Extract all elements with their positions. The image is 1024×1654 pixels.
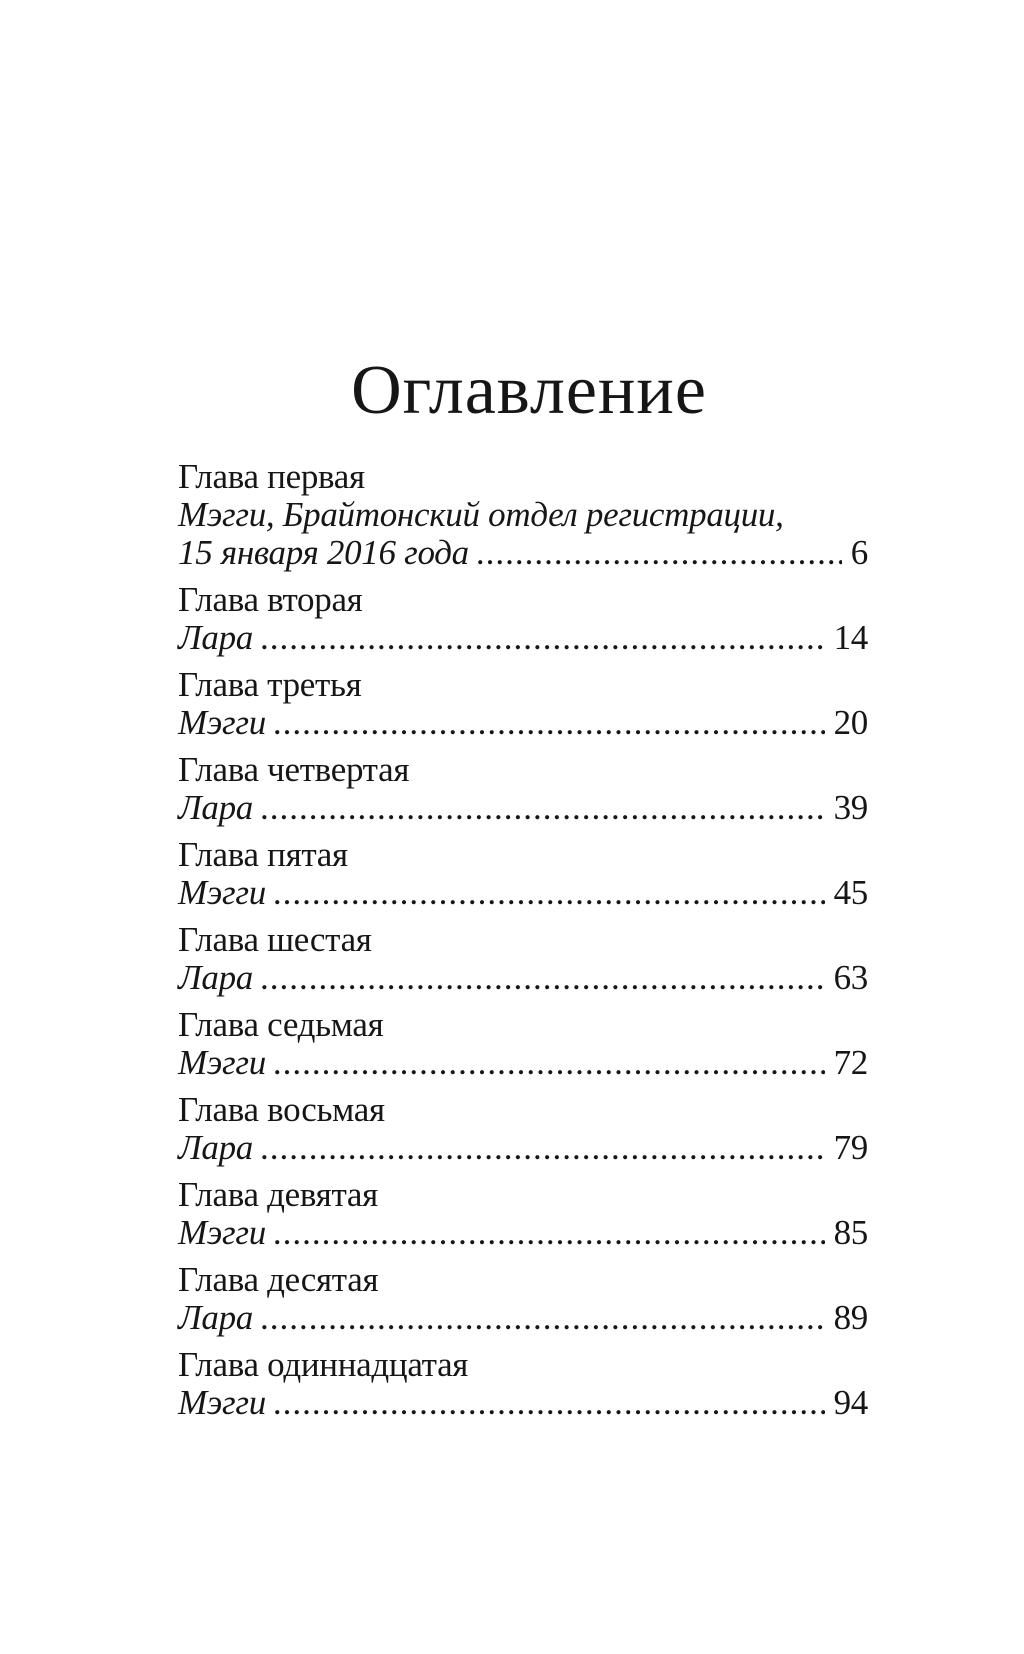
toc-page-number: 14 — [833, 618, 868, 657]
toc-page-number: 85 — [833, 1213, 868, 1252]
toc-chapter-label: Глава третья — [178, 665, 362, 704]
toc-page-number: 79 — [833, 1128, 868, 1167]
toc-entry — [178, 458, 868, 572]
toc-subtitle-line: Мэгги, Брайтонский отдел регистрации, — [178, 495, 784, 534]
toc-entry — [178, 666, 868, 742]
toc-chapter-label: Глава десятая — [178, 1260, 379, 1299]
toc-chapter-label: Глава вторая — [178, 580, 363, 619]
toc-chapter-label: Глава пятая — [178, 835, 348, 874]
page-title: Оглавление — [351, 352, 707, 429]
toc-entry — [178, 1346, 868, 1422]
toc-list — [178, 458, 868, 1422]
toc-entry — [178, 836, 868, 912]
toc-page-number: 94 — [833, 1383, 868, 1422]
toc-subtitle: Мэгги — [178, 873, 266, 912]
toc-chapter-label: Глава первая — [178, 457, 365, 496]
toc-row — [178, 619, 868, 657]
toc-page-number: 72 — [833, 1043, 868, 1082]
toc-row — [178, 1299, 868, 1337]
toc-row — [178, 534, 868, 572]
toc-chapter-label: Глава девятая — [178, 1175, 378, 1214]
toc-content — [178, 0, 868, 1422]
toc-row — [178, 789, 868, 827]
toc-row — [178, 1044, 868, 1082]
toc-subtitle: Лара — [178, 958, 254, 997]
dot-leader-icon — [273, 1214, 825, 1252]
toc-entry — [178, 1176, 868, 1252]
toc-page-number: 39 — [833, 788, 868, 827]
dot-leader-icon — [260, 789, 825, 827]
toc-chapter-label: Глава шестая — [178, 920, 372, 959]
toc-row — [178, 704, 868, 742]
toc-page-number: 63 — [833, 958, 868, 997]
toc-page-number: 45 — [833, 873, 868, 912]
toc-row — [178, 1129, 868, 1167]
toc-row — [178, 959, 868, 997]
toc-subtitle: Лара — [178, 1298, 254, 1337]
toc-subtitle: Мэгги — [178, 703, 266, 742]
dot-leader-icon — [260, 1299, 825, 1337]
toc-chapter-label: Глава одиннадцатая — [178, 1345, 469, 1384]
toc-subtitle: Лара — [178, 788, 254, 827]
toc-entry — [178, 751, 868, 827]
toc-chapter-label: Глава седьмая — [178, 1005, 384, 1044]
toc-subtitle: Лара — [178, 1128, 254, 1167]
dot-leader-icon — [260, 619, 825, 657]
toc-chapter-label: Глава четвертая — [178, 750, 410, 789]
toc-row — [178, 874, 868, 912]
toc-subtitle: Мэгги — [178, 1213, 266, 1252]
toc-entry — [178, 921, 868, 997]
dot-leader-icon — [260, 1129, 825, 1167]
toc-entry — [178, 1006, 868, 1082]
dot-leader-icon — [273, 1044, 825, 1082]
toc-subtitle: Мэгги — [178, 1383, 266, 1422]
toc-page-number: 89 — [833, 1298, 868, 1337]
toc-subtitle: Мэгги — [178, 1043, 266, 1082]
toc-chapter-label: Глава восьмая — [178, 1090, 385, 1129]
dot-leader-icon — [260, 959, 825, 997]
toc-page-number: 6 — [850, 533, 868, 572]
toc-page-number: 20 — [833, 703, 868, 742]
dot-leader-icon — [273, 704, 825, 742]
dot-leader-icon — [273, 874, 825, 912]
toc-subtitle: Лара — [178, 618, 254, 657]
toc-row — [178, 1214, 868, 1252]
dot-leader-icon — [273, 1384, 825, 1422]
toc-entry — [178, 1091, 868, 1167]
toc-entry — [178, 581, 868, 657]
toc-entry — [178, 1261, 868, 1337]
dot-leader-icon — [476, 534, 842, 572]
toc-subtitle: 15 января 2016 года — [178, 533, 469, 572]
toc-row — [178, 1384, 868, 1422]
